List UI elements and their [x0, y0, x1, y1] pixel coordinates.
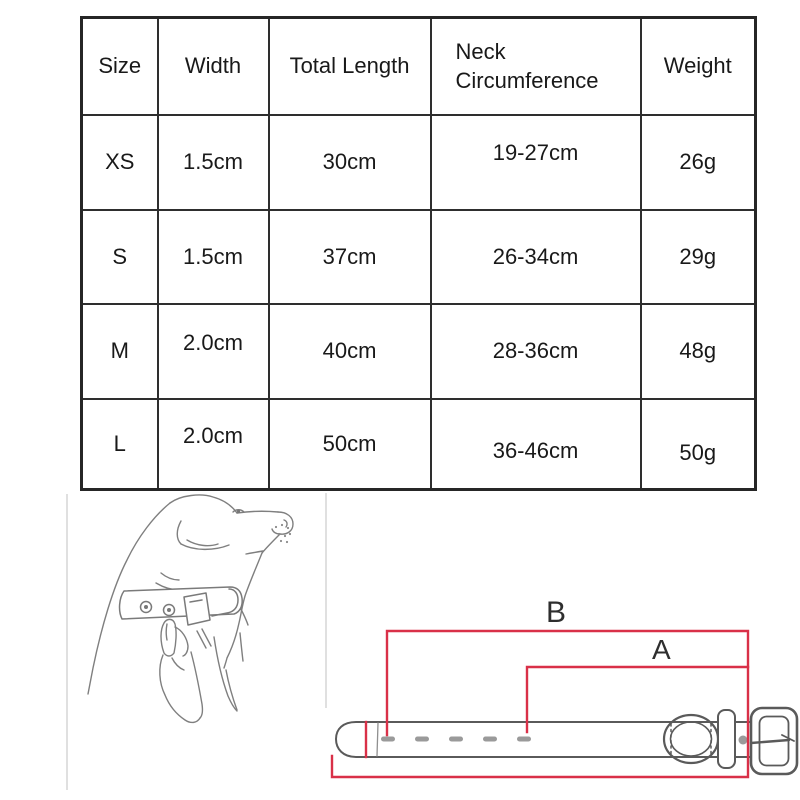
cell-width: 1.5cm — [158, 115, 269, 210]
cell-total-length: 50cm — [269, 399, 431, 490]
label-a: A — [652, 634, 671, 665]
cell-weight: 26g — [641, 115, 756, 210]
cell-total-length: 40cm — [269, 304, 431, 399]
hand — [160, 619, 203, 722]
cell-width: 1.5cm — [158, 210, 269, 304]
collar-strap — [336, 722, 762, 757]
rivet — [739, 736, 748, 745]
cell-size: XS — [82, 115, 158, 210]
cell-size: L — [82, 399, 158, 490]
column-header-weight: Weight — [641, 18, 756, 115]
dog-collar-fitting-sketch — [60, 490, 330, 800]
cell-size: S — [82, 210, 158, 304]
column-header-total-length: Total Length — [269, 18, 431, 115]
table-row-s — [82, 210, 756, 304]
size-chart-table — [80, 16, 757, 491]
cell-neck-circumference: 28-36cm — [431, 304, 641, 399]
cell-neck-circumference: 19-27cm — [431, 115, 641, 210]
cell-neck-circumference: 26-34cm — [431, 210, 641, 304]
buckle — [751, 708, 797, 774]
column-header-size: Size — [82, 18, 158, 115]
cell-width: 2.0cm — [158, 304, 269, 399]
cell-weight: 29g — [641, 210, 756, 304]
cell-weight: 50g — [641, 399, 756, 490]
cell-width: 2.0cm — [158, 399, 269, 490]
label-b: B — [546, 596, 567, 629]
column-header-width: Width — [158, 18, 269, 115]
keeper-loop — [718, 710, 735, 768]
cell-neck-circumference: 36-46cm — [431, 399, 641, 490]
cell-total-length: 37cm — [269, 210, 431, 304]
table-row-l — [82, 399, 756, 490]
cell-weight: 48g — [641, 304, 756, 399]
column-header-neck-circumference: Neck Circumference — [431, 18, 641, 115]
table-row-m — [82, 304, 756, 399]
collar-drawing — [336, 708, 797, 774]
cell-total-length: 30cm — [269, 115, 431, 210]
sketch-frame-lines — [67, 493, 326, 790]
cell-size: M — [82, 304, 158, 399]
header-row — [82, 18, 756, 115]
collar-measurement-diagram — [330, 580, 800, 800]
table-row-xs — [82, 115, 756, 210]
dog-collar — [120, 587, 243, 625]
